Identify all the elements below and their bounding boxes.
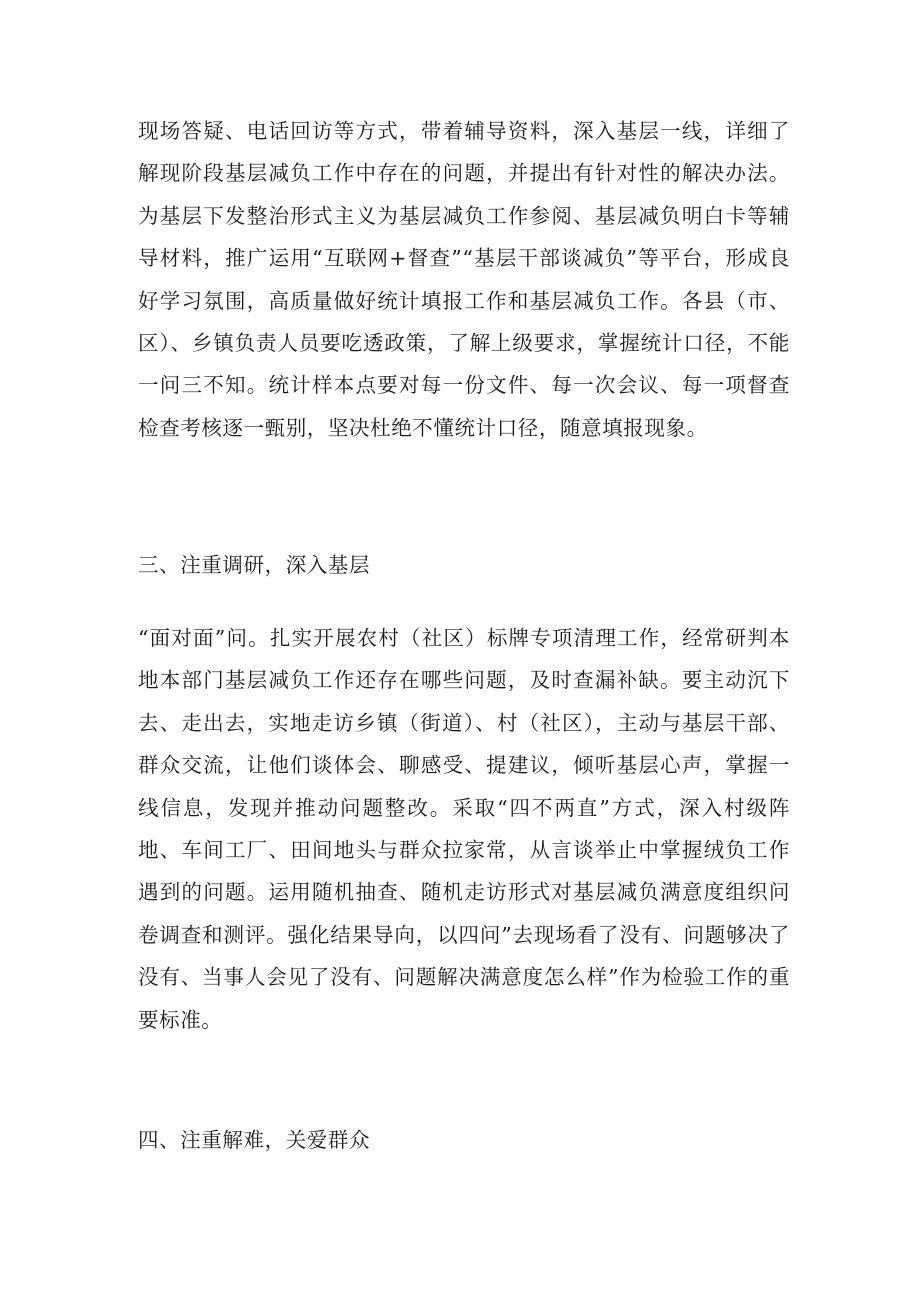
body-paragraph: 现场答疑、电话回访等方式，带着辅导资料，深入基层一线，详细了解现阶段基层减负工作中存在的问题，并提出有针对性的解决办法。为基层下发整治形式主义为基层减负工作参阅、基层减负明白卡等辅导材料，推广运用“互联网+督查”“基层干部谈减负”等平台，形成良好学习氛围，高质量做好统计填报工作和基层减负工作。各县（市、区）、乡镇负责人员要吃透政策，了解上级要求，掌握统计口径，不能一问三不知。统计样本点要对每一份文件、每一次会议、每一项督查检查考核逐一甄别，坚决杜绝不懂统计口径，随意填报现象。 xyxy=(138,119,790,440)
section-heading: 四、注重解难，关爱群众 xyxy=(138,1128,371,1152)
body-paragraph: “面对面”问。扎实开展农村（社区）标牌专项清理工作，经常研判本地本部门基层减负工作还存在哪些问题，及时查漏补缺。要主动沉下去、走出去，实地走访乡镇（街道）、村（社区），主动与基层干部、群众交流，让他们谈体会、聊感受、提建议，倾听基层心声，掌握一线信息，发现并推动问题整改。采取“四不两直”方式，深入村级阵地、车间工厂、田间地头与群众拉家常，从言谈举止中掌握绒负工作遇到的问题。运用随机抽查、随机走访形式对基层减负满意度组织问卷调查和测评。强化结果导向，以四问”去现场看了没有、问题够决了没有、当事人会见了没有、问题解决满意度怎么样”作为检验工作的重要标准。 xyxy=(138,626,790,1032)
section-heading: 三、注重调研，深入基层 xyxy=(138,553,371,577)
